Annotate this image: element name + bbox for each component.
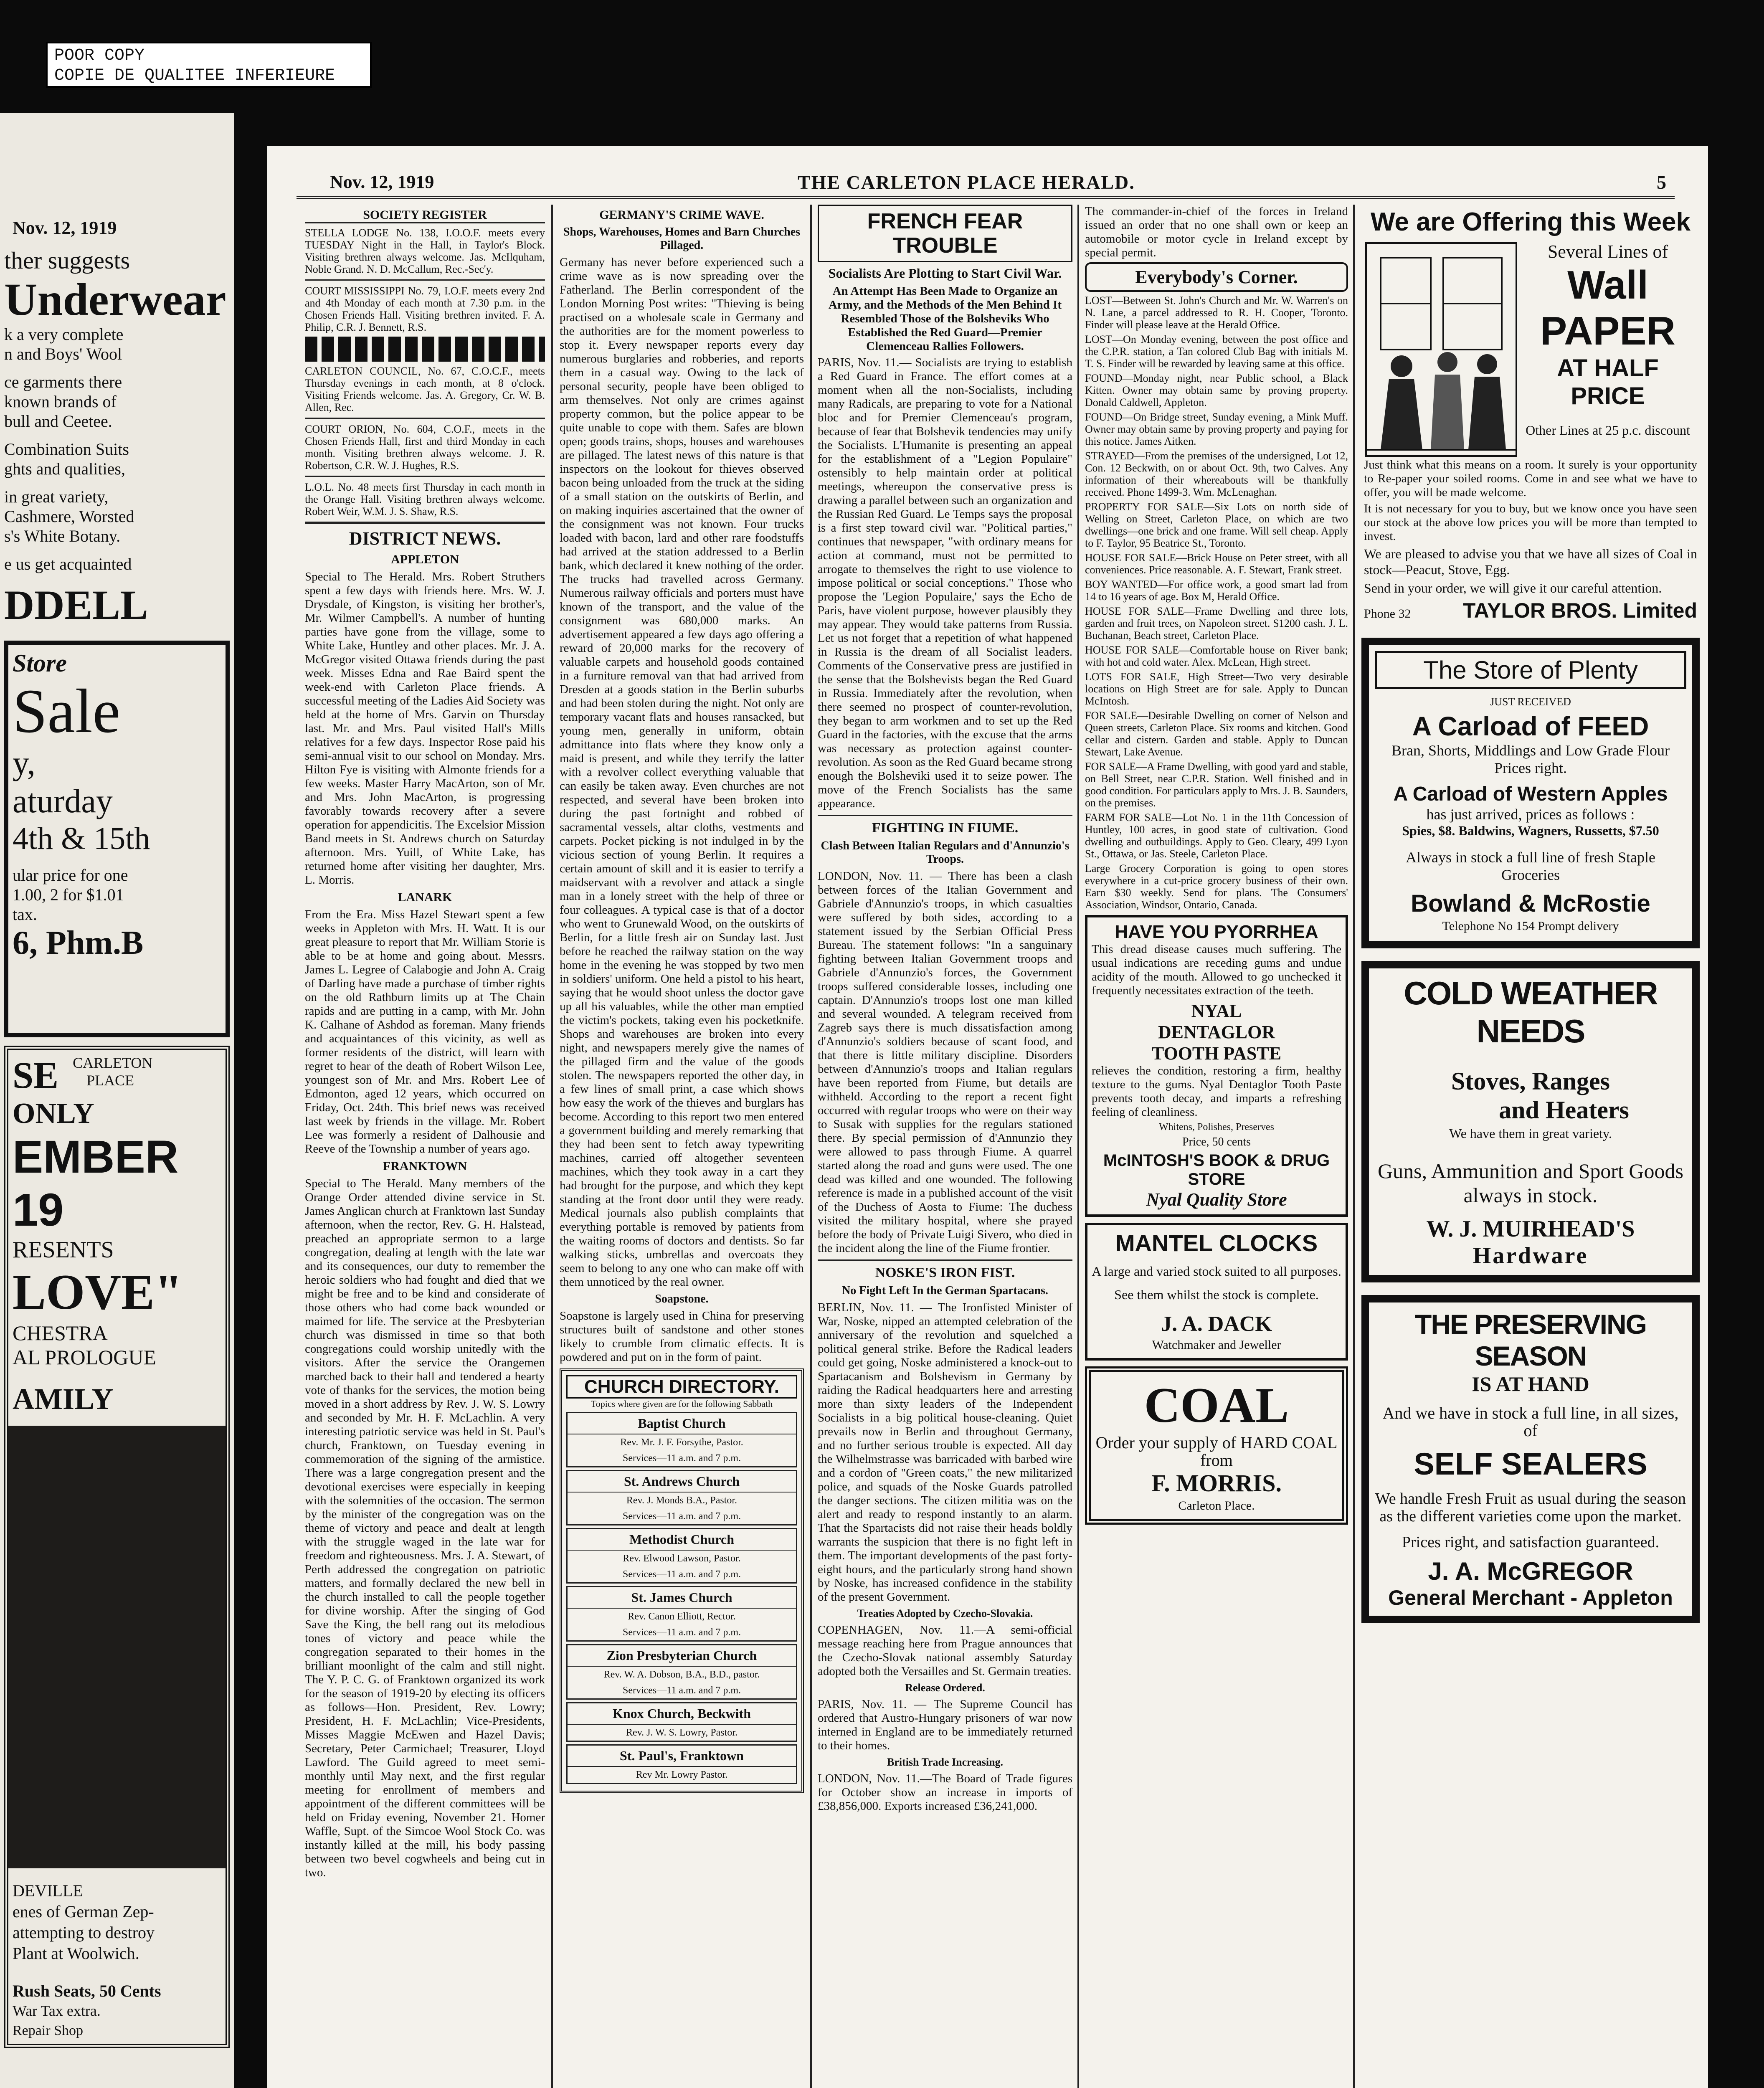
classified-ad: STRAYED—From the premises of the undersigned, Lot 12, Con. 12 Beckwith, on or about Oct. 9th, two Calves. Any information of their whereabouts will be thankfully received. Phone 1499-3. Wm. McLenaghan. xyxy=(1085,450,1348,498)
left-line: k a very complete xyxy=(4,325,124,344)
franktown-title: FRANKTOWN xyxy=(383,1159,467,1173)
column-crime-wave xyxy=(560,205,804,2088)
classified-ad: FARM FOR SALE—Lot No. 1 in the 11th Concession of Huntley, 100 acres, in good state of cultivation. Good dwelling and outbuildings. Apply to Geo. Cleary, 499 Lyon St., Ottawa, or Jas. Steele, Carleton Place. xyxy=(1085,811,1348,860)
church-entry xyxy=(566,1470,797,1525)
everybodys-corner-box xyxy=(1085,262,1348,292)
noske-subtitle: No Fight Left In the German Spartacans. xyxy=(842,1284,1048,1297)
mantel-clocks-text: A large and varied stock suited to all purposes. xyxy=(1092,1264,1341,1279)
mantel-clocks-title: MANTEL CLOCKS xyxy=(1115,1230,1318,1256)
ornament-divider xyxy=(305,337,545,362)
header-page-number: 5 xyxy=(1657,172,1666,193)
preserving-title: THE PRESERVING SEASON xyxy=(1415,1309,1646,1371)
lodge-notice: STELLA LODGE No. 138, I.O.O.F. meets every TUESDAY Night in the Hall, in Taylor's Block. Visiting brethren always welcome. Jas. McIlquham, Noble Grand. N. D. McCallum, Rec.-Sec'y. xyxy=(305,227,545,275)
classified-ad: BOY WANTED—For office work, a good smart lad from 14 to 16 years of age. Box M, Herald Office. xyxy=(1085,578,1348,603)
church-services: Services—11 a.m. and 7 p.m. xyxy=(622,1569,741,1580)
cold-weather-title: COLD WEATHER NEEDS xyxy=(1404,975,1658,1049)
left-page-date: Nov. 12, 1919 xyxy=(13,218,117,238)
church-name: St. Paul's, Franktown xyxy=(568,1746,796,1767)
left-line: ONLY xyxy=(13,1097,94,1130)
pyorrhea-ad xyxy=(1085,915,1348,1217)
wall-paper-line1: Several Lines of xyxy=(1547,241,1668,262)
cold-weather-needs-ad xyxy=(1361,961,1700,1282)
appleton-text: Special to The Herald. Mrs. Robert Struthers spent a few days with friends here. Mrs. W. J. Drysdale, of Kingston, is visiting her brother's, Mr. Wilmer Campbell's. A number of hunting parties have gone from the village, some to White Lake, Huntley and other places. Mr. J. A. McGregor visited Ottawa friends during the past week. Misses Edna and Rae Baird spent the week-end with Carleton Place friends. A successful meeting of the Ladies Aid Society was held at the home of Mrs. Garvin on Thursday last. Mr. and Mrs. Paul visited Hall's Mills relatives for a few days. Inspector Rose paid his semi-annual visit to our school on Monday. Mrs. Hilton Fye is visiting with Almonte friends for a few weeks. Master Harry MacArton, son of Mr. and Mrs. John MacArton, is progressing favorably towards recovery after a severe operation for appendicitis. The Excelsior Mission Band meets in St. Andrews church on Saturday afternoon. Mrs. Yuill, of White Lake, has returned home after visiting her daughter, Mrs. L. Morris. xyxy=(305,570,545,887)
left-line: Combination Suits xyxy=(4,440,129,459)
feed-items: Bran, Shorts, Middlings and Low Grade Flour Prices right. xyxy=(1391,742,1670,776)
left-line: known brands of xyxy=(4,392,117,411)
crime-wave-subtitle: Shops, Warehouses, Homes and Barn Churches Pillaged. xyxy=(563,226,801,252)
church-pastor: Rev. Elwood Lawson, Pastor. xyxy=(623,1553,741,1564)
store-of-plenty-ad xyxy=(1361,638,1700,948)
page-header xyxy=(297,171,1675,199)
church-pastor: Rev. Canon Elliott, Rector. xyxy=(628,1611,736,1622)
stoves-ranges: Stoves, Ranges xyxy=(1451,1067,1610,1095)
left-line: Cashmere, Worsted xyxy=(4,507,134,526)
lanark-title: LANARK xyxy=(398,890,452,904)
pyorrhea-title: HAVE YOU PYORRHEA xyxy=(1115,922,1318,942)
french-fear-subtitle: Socialists Are Plotting to Start Civil War. xyxy=(828,266,1062,281)
noske-title: NOSKE'S IRON FIST. xyxy=(875,1265,1015,1280)
wall-paper-text: Just think what this means on a room. It surely is your opportunity to Re-paper your soiled rooms. Come in and see what we have to offer, you will be made welcome. xyxy=(1364,458,1697,499)
left-line: ghts and qualities, xyxy=(4,459,125,478)
left-line: RESENTS xyxy=(13,1237,114,1263)
pyorrhea-product: NYAL DENTAGLOR TOOTH PASTE xyxy=(1151,1001,1282,1064)
left-line: AL PROLOGUE xyxy=(13,1346,156,1369)
left-line: attempting to destroy xyxy=(13,1923,155,1942)
column-classifieds xyxy=(1085,205,1348,2088)
preserving-season-ad xyxy=(1361,1295,1700,1623)
left-line: ther suggests xyxy=(4,247,130,274)
nyal-quality-store-logo: Nyal Quality Store xyxy=(1146,1189,1287,1210)
release-title: Release Ordered. xyxy=(905,1682,985,1694)
fiume-text: LONDON, Nov. 11. — There has been a clash between forces of the Italian Government and Gabriele d'Annunzio's troops, in which casualties were suffered by both sides, according to a statement issued by the Serbian Official Press Bureau. The statement follows: "In a sanguinary fighting between Italian Government troops and Gabriele d'Annunzio's forces, the Government troops suffered considerable losses, including one captain. D'Annunzio's troops lost one man killed and several wounded. A telegram received from Zagreb says there is much dissatisfaction among d'Annunzio's soldiers because of scant food, and that there is little military discipline. Disorders between d'Annunzio's troops and Italian regulars have been reported from Fiume, but details are withheld. According to the report a recent fight occurred with regular troops who were on their way to Susak with supplies for the regulars stationed there. By special permission of d'Annunzio they were allowed to pass through Fiume. A quarrel started along the road and guns were used. The one dead was killed and one wounded. The following reference is made in a published account of the visit of the Duchess of Aosta to Fiume: The duchess visited the military hospital, where she prayed before the body of Private Luigi Sivero, who died in the incident along the line of the Fiume frontier. xyxy=(818,869,1072,1255)
mantel-clocks-ad xyxy=(1085,1223,1348,1361)
great-variety: We have them in great variety. xyxy=(1449,1126,1612,1141)
left-line: War Tax extra. xyxy=(13,2002,101,2019)
church-entry xyxy=(566,1702,797,1742)
stamp-line-1: POOR COPY xyxy=(54,46,145,65)
and-heaters: and Heaters xyxy=(1499,1096,1629,1124)
store-of-plenty-title: The Store of Plenty xyxy=(1375,651,1686,689)
church-pastor: Rev. W. A. Dobson, B.A., B.D., pastor. xyxy=(603,1669,760,1680)
mcgregor-name: J. A. McGREGOR xyxy=(1428,1557,1633,1585)
lodge-notice: COURT MISSISSIPPI No. 79, I.O.F. meets every 2nd and 4th Monday of each month at 7.30 p.m. in the Chosen Friends Hall. Visiting brethren invited. F. A. Philip, C.R. J. Bennett, R.S. xyxy=(305,285,545,333)
church-name: Zion Presbyterian Church xyxy=(568,1645,796,1667)
church-name: Knox Church, Beckwith xyxy=(568,1703,796,1725)
soapstone-text: Soapstone is largely used in China for preserving structures built of sandstone and other stones likely to crumble from climatic effects. It is powdered and put on in the form of paint. xyxy=(560,1309,804,1364)
soapstone-title: Soapstone. xyxy=(655,1292,709,1305)
left-line: Rush Seats, 50 Cents xyxy=(13,1982,161,2000)
left-line: Sale xyxy=(13,677,121,746)
french-fear-headline-box xyxy=(818,205,1072,262)
appleton-title: APPLETON xyxy=(391,552,459,566)
everybodys-corner-title: Everybody's Corner. xyxy=(1135,267,1298,287)
dack-name: J. A. DACK xyxy=(1161,1312,1272,1336)
left-line: ular price for one xyxy=(13,866,128,884)
church-entry xyxy=(566,1586,797,1642)
classified-ad: HOUSE FOR SALE—Comfortable house on River bank; with hot and cold water. Alex. McLean, High street. xyxy=(1085,644,1348,668)
left-line: y, xyxy=(13,745,35,782)
church-services: Services—11 a.m. and 7 p.m. xyxy=(622,1511,741,1522)
newspaper-page xyxy=(267,146,1708,2088)
classified-ad: HOUSE FOR SALE—Frame Dwelling and three lots, garden and fruit trees, on Napoleon street. $1200 cash. J. L. Buchanan, Beach street, Carleton Place. xyxy=(1085,605,1348,641)
church-directory-title: CHURCH DIRECTORY. xyxy=(566,1375,797,1399)
muirhead-name: W. J. MUIRHEAD'S xyxy=(1426,1216,1635,1242)
left-line: AMILY xyxy=(13,1382,114,1416)
column-display-ads xyxy=(1361,205,1700,2088)
release-text: PARIS, Nov. 11. — The Supreme Council has ordered that Austro-Hungary prisoners of war now interned in England are to be immediately returned to their homes. xyxy=(818,1698,1072,1752)
lodge-notice: CARLETON COUNCIL, No. 67, C.O.C.F., meets Thursday evenings in each month, at 8 o'clock. Visiting Friends welcome. Jas. A. Gregory, Cr. W. B. Allen, Rec. xyxy=(305,365,545,413)
left-sale-ad xyxy=(4,641,230,1037)
left-line: n and Boys' Wool xyxy=(4,345,122,363)
pyorrhea-price: Price, 50 cents xyxy=(1182,1135,1251,1148)
muirhead-hardware: Hardware xyxy=(1473,1243,1589,1269)
left-page-fragment xyxy=(0,113,234,2088)
left-line: EMBER 19 xyxy=(13,1131,179,1236)
church-name: Baptist Church xyxy=(568,1413,796,1434)
apples-prices: Spies, $8. Baldwins, Wagners, Russetts, $7.50 xyxy=(1402,823,1659,838)
mcgregor-sub: General Merchant - Appleton xyxy=(1388,1586,1673,1609)
dack-sub: Watchmaker and Jeweller xyxy=(1152,1338,1281,1352)
column-french-fiume xyxy=(818,205,1072,2088)
church-entry xyxy=(566,1744,797,1784)
crime-wave-title: GERMANY'S CRIME WAVE. xyxy=(599,208,764,222)
column-rule xyxy=(810,205,812,2088)
coal-ad xyxy=(1085,1366,1348,1525)
preserving-text: And we have in stock a full line, in all sizes, of xyxy=(1382,1404,1679,1440)
stamp-line-2: COPIE DE QUALITEE INFERIEURE xyxy=(54,66,335,85)
left-line: in great variety, xyxy=(4,487,109,506)
guns-ammunition: Guns, Ammunition and Sport Goods always in stock. xyxy=(1378,1159,1683,1207)
french-fear-text: PARIS, Nov. 11.— Socialists are trying to establish a Red Guard in France. The effort comes at a moment when all the non-Socialists, including many Radicals, are preparing to vote for a National bloc and for Premier Clemenceau's program, because of fear that Bolshevik tendencies may unify the Socialists. L'Humanite is presenting an appeal for the establishment of a "Legion Populaire" ostensibly to help maintain order at political meetings, whereupon the conservative press is drawing a parallel between such an organization and the Russian Red Guard. Le Temps says the proposal is a first step toward civil war. "Political parties," continues that newspaper, "with ordinary means for action at command, must not be permitted to arrogate to themselves the right to use violence to impose political or social conceptions." Those who propose the 'Legion Populaire,' says the Echo de Paris, have violent purpose, however plausibly they may appear. They would take patterns from Russia. Let us not forget that a repetition of what happened in Russia is the dream of all Socialist leaders. Comments of the Conservative press are justified in the sense that the Bolshevists began the Red Guard in Russia. Immediately after the revolution, when there seemed no prospect of counter-revolution, they began to arm workmen and to set up the Red Guard in the factories, with the excuse that the arms was necessary as protection against counter-revolution. As soon as the Red Guard became strong enough the Bolsheviki used it to seize power. The move of the French Socialists has the same appearance. xyxy=(818,356,1072,810)
carload-apples: A Carload of Western Apples xyxy=(1393,783,1668,805)
classified-ad: FOR SALE—Desirable Dwelling on corner of Nelson and Queen streets, Carleton Place. Six rooms and kitchen. Good cellar and cistern. Garden and stable. Apply to Duncan Stewart, Lake Avenue. xyxy=(1085,710,1348,758)
trade-text: LONDON, Nov. 11.—The Board of Trade figures for October show an increase in imports of £38,856,000. Exports increased £36,241,000. xyxy=(818,1772,1072,1813)
mantel-clocks-text: See them whilst the stock is complete. xyxy=(1114,1287,1319,1302)
church-name: St. James Church xyxy=(568,1587,796,1609)
left-line: tax. xyxy=(13,905,37,924)
left-line: DEVILLE xyxy=(13,1881,83,1900)
left-line: enes of German Zep- xyxy=(13,1902,154,1921)
left-line: ce garments there xyxy=(4,372,122,391)
classified-ad: FOUND—On Bridge street, Sunday evening, a Mink Muff. Owner may obtain same by proving property and paying for this notice. James Aitken. xyxy=(1085,411,1348,447)
left-line: Plant at Woolwich. xyxy=(13,1944,139,1963)
bowland-mcrostie-name: Bowland & McRostie xyxy=(1411,890,1650,917)
classified-ad: HOUSE FOR SALE—Brick House on Peter street, with all conveniences. Price reasonable. A. F. Stewart, Frank street. xyxy=(1085,552,1348,576)
crime-wave-text: Germany has never before experienced such a crime wave as is now spreading over the Fatherland. The Berlin correspondent of the London Morning Post writes: "Thieving is being practised on a wholesale scale in Germany and the authorities are for the moment powerless to stop it. Every newspaper reports every day numerous burglaries and robberies, and reports them in a casual way. Owing to the lack of personal security, people have been obliged to arm themselves. Not only are crimes against property common, but the police appear to be quite unable to cope with them. Safes are blown open; goods trains, shops, houses and warehouses are pillaged. The latest news of this nature is that inspectors on the lookout for thieves observed bacon being unloaded from the truck at the siding of a small station on the outskirts of Berlin, and on making inquiries ascertained that the owner of the consignment was not known. Four trucks loaded with bacon, lard and other rare foodstuffs had arrived at the station addressed to a Berlin bank, which declared it knew nothing of the order. The trucks had travelled across Germany. Numerous railway officials and porters must have known of the transport, and the value of the consignment was 680,000 marks. An advertisement appeared a few days ago offering a reward of 20,000 marks for the recovery of valuable carpets and household goods contained in a furniture removal van that had arrived from Dresden at a goods station in the Berlin suburbs and had been stolen during the night. Not only are temporary vacant flats and houses ransacked, but young men, generally in uniform, obtain admittance into flats where they know only a maid is present, and while they terrify the latter with a revolver collect everything valuable that can easily be taken away. Even churches are not respected, and several have been broken into during the past fortnight and robbed of sacramental vessels, altar cloths, vestments and carpets. Pocket picking is not indulged in by the vicious section of young Berlin. It requires a certain amount of skill and it is easier to terrify a maidservant with a revolver and attack a single man in a lonely street with the help of three or four colleagues. A typical case is that of a doctor who went to Grunewald Wood, on the outskirts of Berlin, for a little fresh air on Sunday last. Just before he reached the railway station on the way home in the evening he was stopped by two men in soldiers' uniform. One held a pistol to his heart, saying that he would shoot unless the doctor gave up all his valuables, while the other man emptied the victim's pockets, taking even his pocketknife. Shops and warehouses are broken into every night, and newspapers merely give the names of the pillaged firm and the value of the goods stolen. The newspapers reported the other day, in a few lines of small print, a case which shows how easy the work of the thieves and burglars has become. According to this report two men entered a government building and merely remarking that they had been sent to fetch away typewriting machines, carried off altogether seventeen machines, which they took away in a cart they had brought for the purpose, and which they kept standing at the front door until they were ready. Medical journals also publish complaints that everything portable is removed by patients from the waiting rooms of doctors and dentists. So far walking sticks, umbrellas and overcoats they seem to belong to any one who can make off with them unnoticed by the real owner. xyxy=(560,256,804,1289)
preserving-sub: IS AT HAND xyxy=(1472,1372,1589,1396)
header-title: THE CARLETON PLACE HERALD. xyxy=(798,172,1135,193)
pyorrhea-store: McINTOSH'S BOOK & DRUG STORE xyxy=(1103,1151,1330,1188)
left-line: aturday xyxy=(13,783,113,820)
fiume-subtitle: Clash Between Italian Regulars and d'Annunzio's Troops. xyxy=(821,839,1070,866)
shoppers-illustration xyxy=(1364,241,1518,458)
left-theatre-ad xyxy=(4,1046,230,2048)
society-register-title: SOCIETY REGISTER xyxy=(305,208,545,223)
church-services: Services—11 a.m. and 7 p.m. xyxy=(622,1453,741,1464)
coal-name: F. MORRIS. xyxy=(1151,1470,1282,1497)
church-name: Methodist Church xyxy=(568,1529,796,1551)
poor-copy-stamp xyxy=(46,42,372,88)
left-line: 4th & 15th xyxy=(13,821,150,856)
ireland-notice: The commander-in-chief of the forces in Ireland issued an order that no one shall own or keep an automobile or motor cycle in Ireland except by special permit. xyxy=(1085,205,1348,259)
fresh-fruit-text: We handle Fresh Fruit as usual during the season as the different varieties come upon the market. xyxy=(1375,1490,1686,1525)
just-received: JUST RECEIVED xyxy=(1490,696,1571,708)
classified-ad: LOTS FOR SALE, High Street—Two very desirable locations on High Street are for sale. Apply to Duncan McIntosh. xyxy=(1085,671,1348,707)
left-line: DDELL xyxy=(4,582,148,628)
left-line: bull and Ceetee. xyxy=(4,412,112,431)
church-directory-subtitle: Topics where given are for the following Sabbath xyxy=(591,1399,773,1409)
left-line: Repair Shop xyxy=(13,2023,84,2038)
self-sealers: SELF SEALERS xyxy=(1414,1447,1647,1481)
classified-ad: LOST—Between St. John's Church and Mr. W. Warren's on N. Lane, a parcel addressed to R. H. Cooper, Toronto. Finder will please leave at the Herald Office. xyxy=(1085,294,1348,331)
classified-ad: PROPERTY FOR SALE—Six Lots on north side of Welling on Street, Carleton Place, on which are two dwellings—one brick and one frame. Will sell cheap. Apply to F. Taylor, 95 Beatrice St., Toronto. xyxy=(1085,501,1348,549)
french-fear-deck: An Attempt Has Been Made to Organize an Army, and the Methods of the Men Behind It Resembled Those of the Bolsheviks Who Established the Red Guard—Premier Clemenceau Rallies Followers. xyxy=(828,284,1062,353)
church-entry xyxy=(566,1644,797,1700)
church-pastor: Rev Mr. Lowry Pastor. xyxy=(636,1769,728,1780)
treaties-title: Treaties Adopted by Czecho-Slovakia. xyxy=(857,1607,1033,1619)
send-order-text: Send in your order, we will give it our careful attention. xyxy=(1364,580,1662,595)
pyorrhea-product-text: relieves the condition, restoring a firm, healthy texture to the gums. Nyal Dentaglor Tooth Paste prevents tooth decay, and imparts a refreshing feeling of cleanliness. xyxy=(1092,1064,1341,1119)
wall-paper-half-price: AT HALF PRICE xyxy=(1557,355,1659,410)
taylor-phone: Phone 32 xyxy=(1364,607,1411,621)
lodge-notice: L.O.L. No. 48 meets first Thursday in each month in the Orange Hall. Visiting brethren always welcome. Robert Weir, W.M. J. S. Shaw, R.S. xyxy=(305,481,545,517)
church-pastor: Rev. J. W. S. Lowry, Pastor. xyxy=(626,1727,738,1738)
left-line: CARLETON PLACE xyxy=(73,1054,153,1089)
carload-feed: A Carload of FEED xyxy=(1412,711,1649,741)
header-date: Nov. 12, 1919 xyxy=(330,172,434,192)
classified-ad: FOUND—Monday night, near Public school, a Black Kitten. Owner may obtain same by proving property. Donald Caldwell, Appleton. xyxy=(1085,372,1348,408)
church-directory xyxy=(560,1368,804,1793)
apples-sub: has just arrived, prices as follows : xyxy=(1426,806,1635,823)
bowland-phone: Telephone No 154 Prompt delivery xyxy=(1442,919,1619,933)
left-line: Store xyxy=(13,649,67,677)
coal-title: COAL xyxy=(1144,1377,1289,1433)
wall-paper-headline: We are Offering this Week xyxy=(1370,208,1691,236)
church-pastor: Rev. J. Monds B.A., Pastor. xyxy=(626,1495,738,1506)
treaties-text: COPENHAGEN, Nov. 11.—A semi-official message reaching here from Prague announces that the Czecho-Slovak national assembly Saturday adopted both the Versailles and St. Germain treaties. xyxy=(818,1623,1072,1678)
coal-stock-text: We are pleased to advise you that we have all sizes of Coal in stock—Peacut, Stove, Egg. xyxy=(1364,546,1697,577)
noske-text: BERLIN, Nov. 11. — The Ironfisted Minister of War, Noske, nipped an attempted celebration of the anniversary of the revolution and squelched a political general strike. Before the Radical leaders could get going, Noske administered a knock-out to Spartacanism and Bolshevism in Germany by raiding the Radical headquarters here and arresting more than sixty leaders of the Independent Socialists in a big political house-cleaning. Quiet prevails now in Berlin and throughout Germany, and no further serious trouble is expected. All day the Wilhelmstrasse was barricaded with barbed wire and a cordon of "Green coats," the new militarized police, and squads of the Noske Guards patrolled the danger sections. The citizen militia was on the alert and ready to respond instantly to an alarm. That the Spartacists did not raise their heads boldly warrants the suspicion that there is no fight left in them. The important developments of the past forty-eight hours, and the particularly strong hand shown by Noske, has increased confidence in the stability of the present Government. xyxy=(818,1301,1072,1604)
trade-title: British Trade Increasing. xyxy=(887,1756,1004,1768)
church-pastor: Rev. Mr. J. F. Forsythe, Pastor. xyxy=(620,1437,743,1448)
prices-right-text: Prices right, and satisfaction guaranteed. xyxy=(1402,1533,1660,1551)
photo xyxy=(8,1426,226,1868)
left-line: CHESTRA xyxy=(13,1321,108,1345)
classified-ad: LOST—On Monday evening, between the post office and the C.P.R. station, a Tan colored Club Bag with initials M. T. S. Finder will be rewarded by leaving same at this office. xyxy=(1085,333,1348,370)
coal-text: Order your supply of HARD COAL from xyxy=(1095,1433,1338,1470)
lanark-text: From the Era. Miss Hazel Stewart spent a few weeks in Appleton with Mrs. H. Watt. It is our great pleasure to report that Mr. William Storie is able to be at home and going about. Messrs. James L. Legree of Calabogie and John A. Craig of Darling have made a purchase of timber rights on the old Rathburn limits up at The Chain rapids and are putting in a camp, with Mr. John K. Calhane of Ashdod as foreman. Many friends and acquaintances of this vicinity, as well as former residents of the district, will learn with regret to hear of the death of Robert Wilson Lee, youngest son of Mr. and Mrs. Robert Lee of Edmonton, aged 12 years, which occurred on Friday, Oct. 24th. This brief news was received last week by friends in the village. Mr. Robert Lee was formerly a resident of Dalhousie and Reeve of the Township a number of years ago. xyxy=(305,908,545,1155)
column-rule xyxy=(551,205,553,2088)
wall-paper-ad xyxy=(1361,205,1700,625)
franktown-text: Special to The Herald. Many members of the Orange Order attended divine service in St. James Anglican church at Franktown last Sunday afternoon, when the rector, Rev. G. H. Halstead, preached an appropriate sermon to a large congregation, dealing at length with the late war and its consequences, our duty to remember the heroic soldiers who had fought and died that we might be free and to be kind and considerate of those others who had come back wounded or maimed for life. The service at the Presbyterian church was dismissed in time so that both congregations could worship unitedly with the visitors. After the service the Orangemen marched back to their hall and tendered a hearty vote of thanks for the services, the motion being moved in a short address by Rev. J. W. S. Lowry and seconded by Mr. H. F. McLachlin. A very interesting patriotic service was held in St. Paul's church, Franktown, on Tuesday evening in commemoration of the signing of the armistice. There was a large congregation present and the devotional exercises were especially in keeping with the solemnities of the occasion. The sermon by the minister of the congregation was on the theme of victory and peace and dealt at length with the struggle waged in the late war for freedom and righteousness. Mrs. J. A. Stewart, of Perth addressed the congregation on patriotic matters, and formally declared the new bell in the church installed to call the people together for divine worship. After the singing of God Save the King, the bell rang out its melodious tones of victory and peace while the congregation separated to their homes in the brilliant moonlight of the calm and still night. The Y. P. C. G. of Franktown organized its work for the season of 1919-20 by electing its officers as follows—Hon. President, Rev. Lowry; President, H. F. McLachlin; Vice-Presidents, Misses Maggie McEwen and Hazel Davis; Secretary, Peter Carmichael; Treasurer, Lloyd Lawford. The Guild agreed to meet semi-monthly until May next, and the first regular meeting for enrollment of members and appointment of the different committees will be held on Friday evening, November 21. Homer Waffle, Supt. of the Simcoe Wool Stock Co. was instantly killed at the mill, his body passing between two bevel cogwheels and being cut in two. xyxy=(305,1177,545,1879)
church-services: Services—11 a.m. and 7 p.m. xyxy=(622,1685,741,1696)
classified-ad: Large Grocery Corporation is going to open stores everywhere in a cut-price grocery business of their own. Earn $30 weekly. Send for plans. The Consumers' Association, Windsor, Ontario, Canada. xyxy=(1085,862,1348,911)
church-entry xyxy=(566,1528,797,1584)
left-line: 1.00, 2 for $1.01 xyxy=(13,885,124,904)
left-line: SE xyxy=(13,1055,59,1096)
column-rule xyxy=(1077,205,1079,2088)
column-society-district xyxy=(305,205,545,2088)
church-services: Services—11 a.m. and 7 p.m. xyxy=(622,1627,741,1638)
church-name: St. Andrews Church xyxy=(568,1471,796,1493)
classified-ad: FOR SALE—A Frame Dwelling, with good yard and stable, on Bell Street, near C.P.R. Station. Well finished and in good condition. For particulars apply to Mrs. J. B. Saunders, on the premises. xyxy=(1085,760,1348,809)
groceries-stock: Always in stock a full line of fresh Staple Groceries xyxy=(1406,849,1655,883)
lodge-notice: COURT ORION, No. 604, C.O.F., meets in the Chosen Friends Hall, first and third Monday in each month. Visiting brethren always welcome. J. R. Robertson, C.R. W. J. Hughes, R.S. xyxy=(305,423,545,471)
wall-paper-text: It is not necessary for you to buy, but we know once you have seen our stock at the above low prices you will be more than tempted to invest. xyxy=(1364,502,1697,543)
district-news-title: DISTRICT NEWS. xyxy=(349,528,501,549)
church-entry xyxy=(566,1412,797,1467)
left-line: s's White Botany. xyxy=(4,527,121,545)
left-line: e us get acquainted xyxy=(4,555,132,573)
pyorrhea-text: This dread disease causes much suffering. The usual indications are receding gums and undue acidity of the mouth. Allowed to go unchecked it frequently necessitates extraction of the teeth. xyxy=(1092,943,1341,997)
french-fear-title: FRENCH FEAR TROUBLE xyxy=(867,209,1023,258)
left-page-text xyxy=(4,246,230,2048)
left-line: 6, Phm.B xyxy=(13,925,144,961)
wall-paper-other: Other Lines at 25 p.c. discount xyxy=(1526,423,1690,438)
wall-paper-big: Wall PAPER xyxy=(1540,263,1675,353)
coal-place: Carleton Place. xyxy=(1178,1499,1255,1513)
left-line: Underwear xyxy=(4,274,226,325)
column-rule xyxy=(1353,205,1355,2088)
pyorrhea-tags: Whitens, Polishes, Preserves xyxy=(1159,1122,1274,1133)
fiume-title: FIGHTING IN FIUME. xyxy=(872,820,1019,836)
taylor-bros-name: TAYLOR BROS. Limited xyxy=(1462,599,1697,622)
left-line: LOVE" xyxy=(13,1264,182,1320)
